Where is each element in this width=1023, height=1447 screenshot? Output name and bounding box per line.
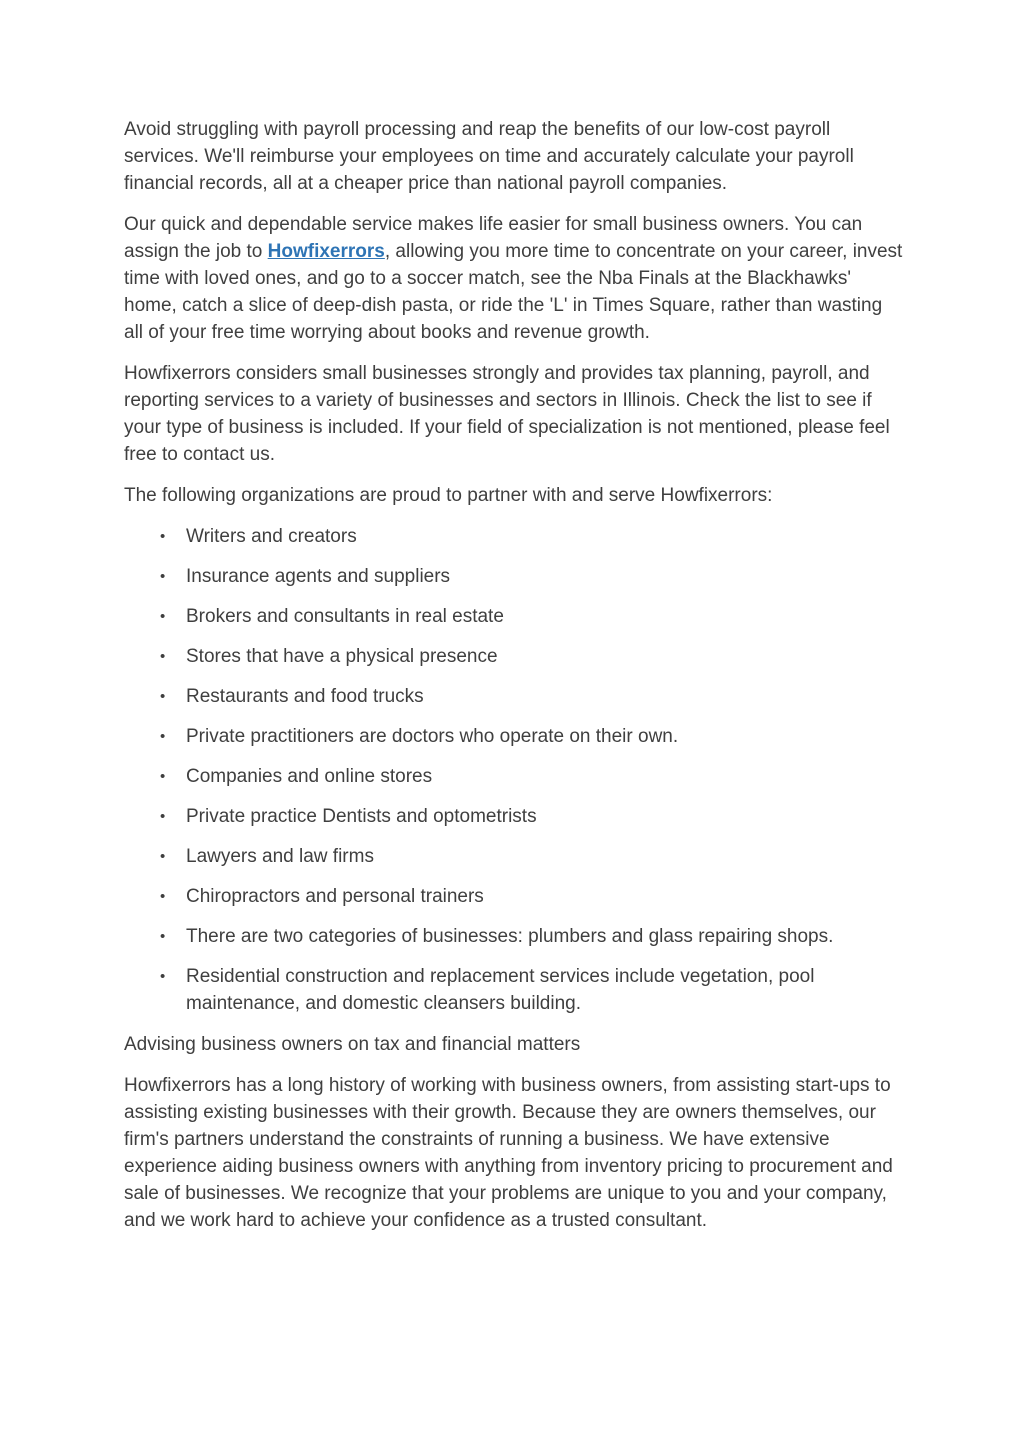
paragraph-service-text-before: Our quick and dependable service makes life easier for small business owners. You can assign the job to [124,214,863,262]
list-item: • Residential construction and replacement services include vegetation, pool maintenance, and domestic cleansers building. [160,963,903,1017]
partner-list-intro: The following organizations are proud to partner with and serve Howfixerrors: [124,485,773,506]
list-item: • Brokers and consultants in real estate [160,603,903,630]
paragraph-service [124,211,903,346]
advising-line: Advising business owners on tax and financial matters [124,1034,581,1055]
list-item: • Chiropractors and personal trainers [160,883,903,910]
howfixerrors-link[interactable]: Howfixerrors [267,241,385,262]
list-item: • Restaurants and food trucks [160,683,903,710]
list-item: • Insurance agents and suppliers [160,563,903,590]
paragraph-closing: Howfixerrors has a long history of working with business owners, from assisting start-ups to assisting existing businesses with their growth. Because they are owners themselves, our firm's partners understand the constraints of running a business. We have extensive experience aiding business owners with anything from inventory pricing to procurement and sale of businesses. We recognize that your problems are unique to you and your company, and we work hard to achieve your confidence as a trusted consultant. [124,1075,893,1231]
partner-list [124,523,903,1017]
list-item: • Lawyers and law firms [160,843,903,870]
paragraph-service-text-after: , allowing you more time to concentrate on your career, invest time with loved ones, and go to a soccer match, see the Nba Finals at the Blackhawks' home, catch a slice of deep-dish pasta, or ride the 'L' in Times Square, rather than wasting all of your free time worrying about books and revenue growth. [124,241,903,343]
list-item: • Writers and creators [160,523,903,550]
paragraph-services-overview: Howfixerrors considers small businesses strongly and provides tax planning, payroll, and reporting services to a variety of businesses and sectors in Illinois. Check the list to see if your type of business is included. If your field of specialization is not mentioned, please feel free to contact us. [124,363,890,465]
list-item: • There are two categories of businesses: plumbers and glass repairing shops. [160,923,903,950]
list-item: • Companies and online stores [160,763,903,790]
list-item: • Private practice Dentists and optometrists [160,803,903,830]
paragraph-payroll-intro: Avoid struggling with payroll processing and reap the benefits of our low-cost payroll services. We'll reimburse your employees on time and accurately calculate your payroll financial records, all at a cheaper price than national payroll companies. [124,119,854,194]
list-item: • Stores that have a physical presence [160,643,903,670]
list-item: • Private practitioners are doctors who operate on their own. [160,723,903,750]
